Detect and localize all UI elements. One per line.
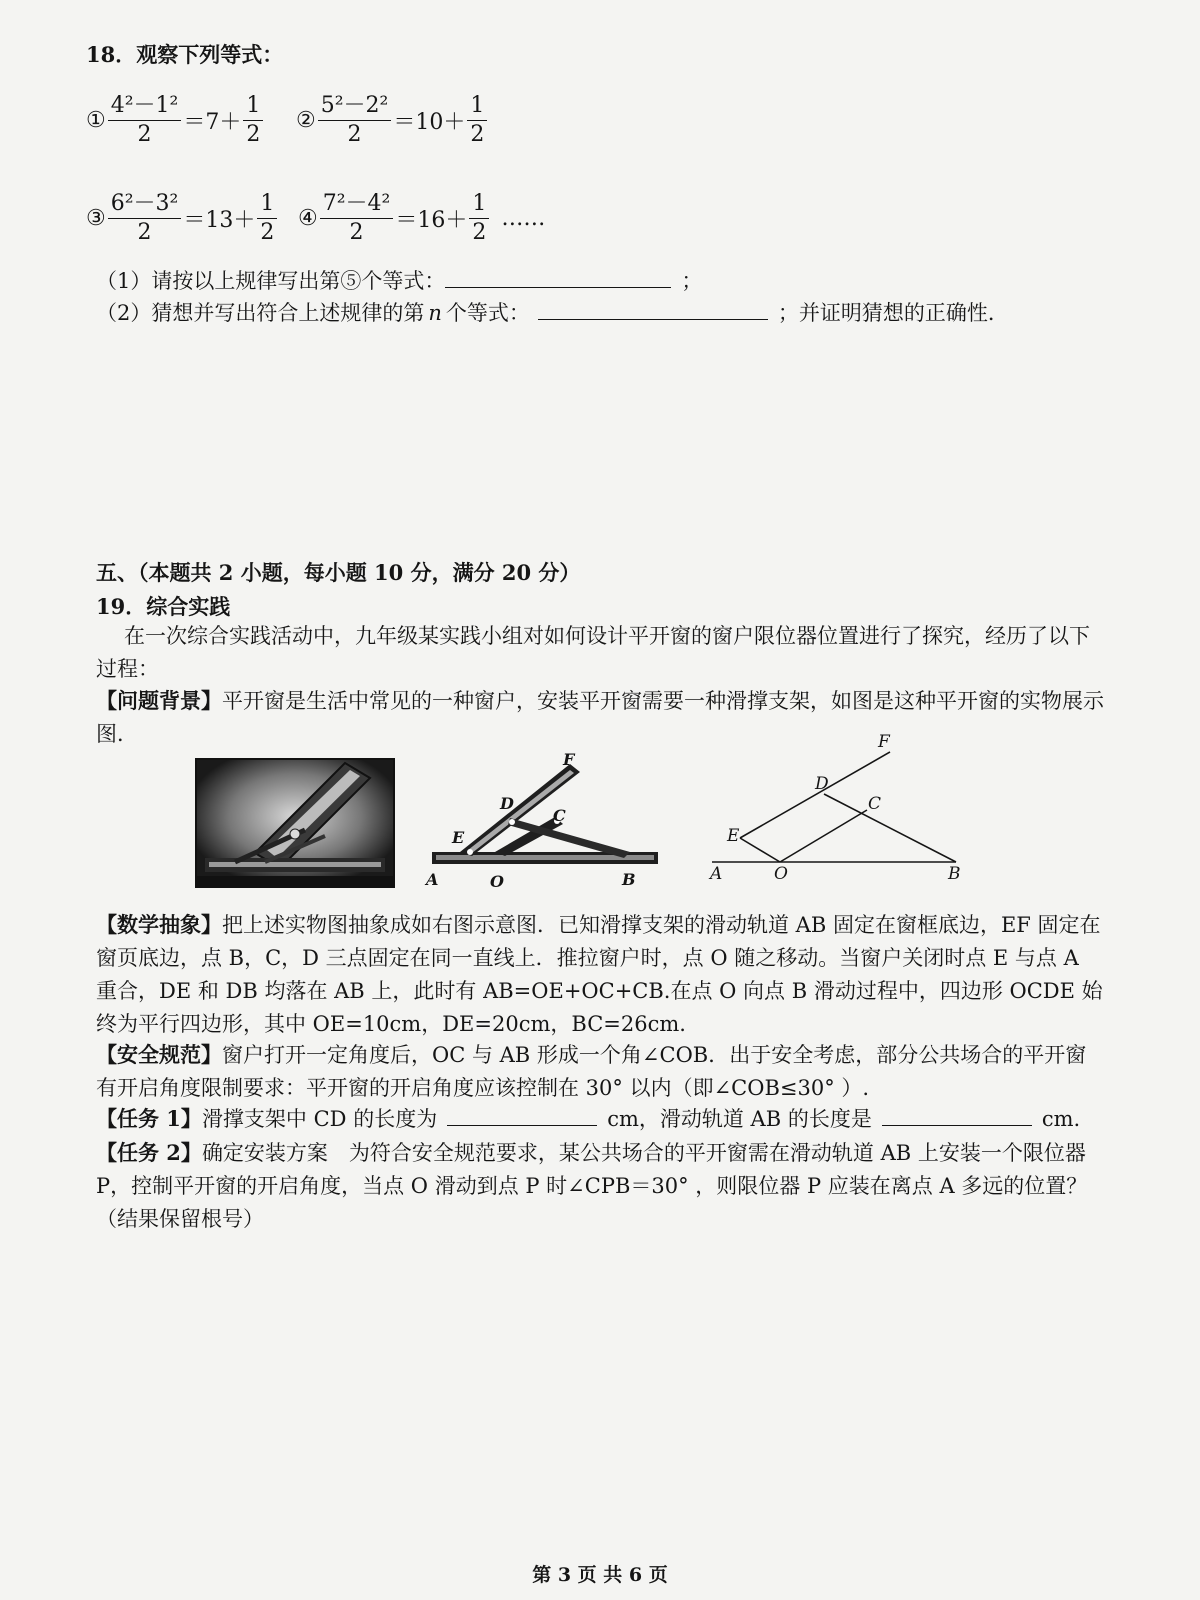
eq-rhs: ＝7＋ (183, 110, 242, 135)
eq-numerator: 4²－1² (108, 92, 182, 121)
page-footer: 第 3 页 共 6 页 (532, 1564, 668, 1586)
q18-part1-end: ； (681, 269, 703, 293)
eq-frac-num: 1 (469, 190, 489, 219)
eq-numerator: 5²－2² (318, 92, 392, 121)
background-text: 平开窗是生活中常见的一种窗户，安装平开窗需要一种滑撑支架，如图是这种平开窗的实物展示图． (96, 689, 1104, 746)
label-E: E (727, 826, 740, 846)
task2-label: 【任务 2】 (96, 1140, 202, 1165)
q19-task1 (96, 1102, 1106, 1136)
answer-blank-cd[interactable] (447, 1105, 597, 1126)
ellipsis: …… (501, 206, 546, 231)
q18-part2 (96, 298, 1009, 328)
equation-2 (296, 92, 489, 149)
label-B: B (622, 870, 636, 889)
eq-denominator: 2 (349, 220, 364, 245)
label-F: F (878, 732, 890, 752)
abstraction-label: 【数学抽象】 (96, 912, 222, 937)
eq-frac-den: 2 (470, 122, 485, 147)
label-O: O (490, 872, 504, 891)
sliding-stay-sketch (420, 752, 670, 892)
eq-denominator: 2 (137, 220, 152, 245)
label-F: F (563, 750, 575, 769)
q18-part2-end: ；并证明猜想的正确性． (777, 301, 1009, 325)
q18-part1 (96, 266, 702, 296)
q18-part2-text-b: 个等式： (445, 301, 530, 325)
label-A: A (710, 864, 723, 884)
label-D: D (500, 794, 514, 813)
eq-numerator: 7²－4² (320, 190, 394, 219)
abstraction-text: 把上述实物图抽象成如右图示意图．已知滑撑支架的滑动轨道 AB 固定在窗框底边，EF 固定在窗页底边，点 B，C，D 三点固定在同一直线上．推拉窗户时，点 O 随之移动。当窗户关闭时点 E 与点 A 重合，DE 和 DB 均落在 AB 上，此时有 AB=OE+OC+CB.在点 O 向点 B 滑动过程中，四边形 OCDE 始终为平行四边形，其中 OE=10cm，DE=20cm，BC=26cm. (96, 913, 1103, 1036)
task1-label: 【任务 1】 (96, 1106, 202, 1131)
task1-text-c: cm. (1041, 1107, 1081, 1131)
task1-text-a: 滑撑支架中 CD 的长度为 (201, 1107, 438, 1131)
eq-rhs: ＝16＋ (395, 208, 468, 233)
label-C: C (868, 794, 882, 814)
eq-frac-num: 1 (243, 92, 263, 121)
task2-text: 确定安装方案 为符合安全规范要求，某公共场合的平开窗需在滑动轨道 AB 上安装一个限位器 P，控制平开窗的开启角度，当点 O 滑动到点 P 时∠CPB＝30° ，则限位器 P 应装在离点 A 多远的位置？（结果保留根号） (96, 1141, 1088, 1231)
answer-blank-ab[interactable] (882, 1105, 1032, 1126)
window-photo (195, 758, 395, 888)
q19-intro: 在一次综合实践活动中，九年级某实践小组对如何设计平开窗的窗户限位器位置进行了探究，经历了以下过程： (96, 624, 1090, 681)
eq-frac-den: 2 (472, 220, 487, 245)
label-O: O (774, 864, 788, 884)
q19-abstraction (96, 908, 1106, 1041)
q18-part2-text-a: （2）猜想并写出符合上述规律的第 (96, 301, 425, 325)
eq-frac-num: 1 (257, 190, 277, 219)
q18-part1-text: （1）请按以上规律写出第⑤个等式： (96, 269, 446, 293)
equation-4 (298, 190, 545, 247)
background-label: 【问题背景】 (96, 688, 222, 713)
safety-label: 【安全规范】 (96, 1042, 222, 1067)
safety-text: 窗户打开一定角度后，OC 与 AB 形成一个角∠COB．出于安全考虑，部分公共场合的平开窗有开启角度限制要求：平开窗的开启角度应该控制在 30° 以内（即∠COB≤30° ）. (96, 1043, 1087, 1100)
geometry-diagram (700, 732, 990, 888)
label-B: B (948, 864, 961, 884)
eq-frac-den: 2 (246, 122, 261, 147)
q18-title: 18．观察下列等式： (86, 42, 284, 67)
eq-denominator: 2 (347, 122, 362, 147)
eq-frac-num: 1 (467, 92, 487, 121)
eq-numerator: 6²－3² (108, 190, 182, 219)
task1-text-b: cm，滑动轨道 AB 的长度是 (607, 1107, 872, 1131)
q19-title: 19．综合实践 (96, 594, 231, 619)
eq-mark: ③ (86, 206, 106, 231)
eq-rhs: ＝10＋ (393, 110, 466, 135)
q19-task2 (96, 1136, 1106, 1236)
answer-blank-2[interactable] (538, 299, 768, 320)
equation-1 (86, 92, 265, 149)
equation-3 (86, 190, 279, 247)
q18-part2-n: n (428, 301, 442, 325)
eq-frac-den: 2 (260, 220, 275, 245)
label-C: C (553, 806, 566, 825)
eq-denominator: 2 (137, 122, 152, 147)
q19-safety (96, 1038, 1106, 1105)
eq-mark: ② (296, 108, 316, 133)
eq-mark: ① (86, 108, 106, 133)
label-A: A (426, 870, 439, 889)
section-5-heading: 五、（本题共 2 小题，每小题 10 分，满分 20 分） (96, 560, 581, 585)
label-D: D (815, 774, 829, 794)
label-E: E (452, 828, 465, 847)
eq-rhs: ＝13＋ (183, 208, 256, 233)
eq-mark: ④ (298, 206, 318, 231)
answer-blank-1[interactable] (445, 267, 671, 288)
